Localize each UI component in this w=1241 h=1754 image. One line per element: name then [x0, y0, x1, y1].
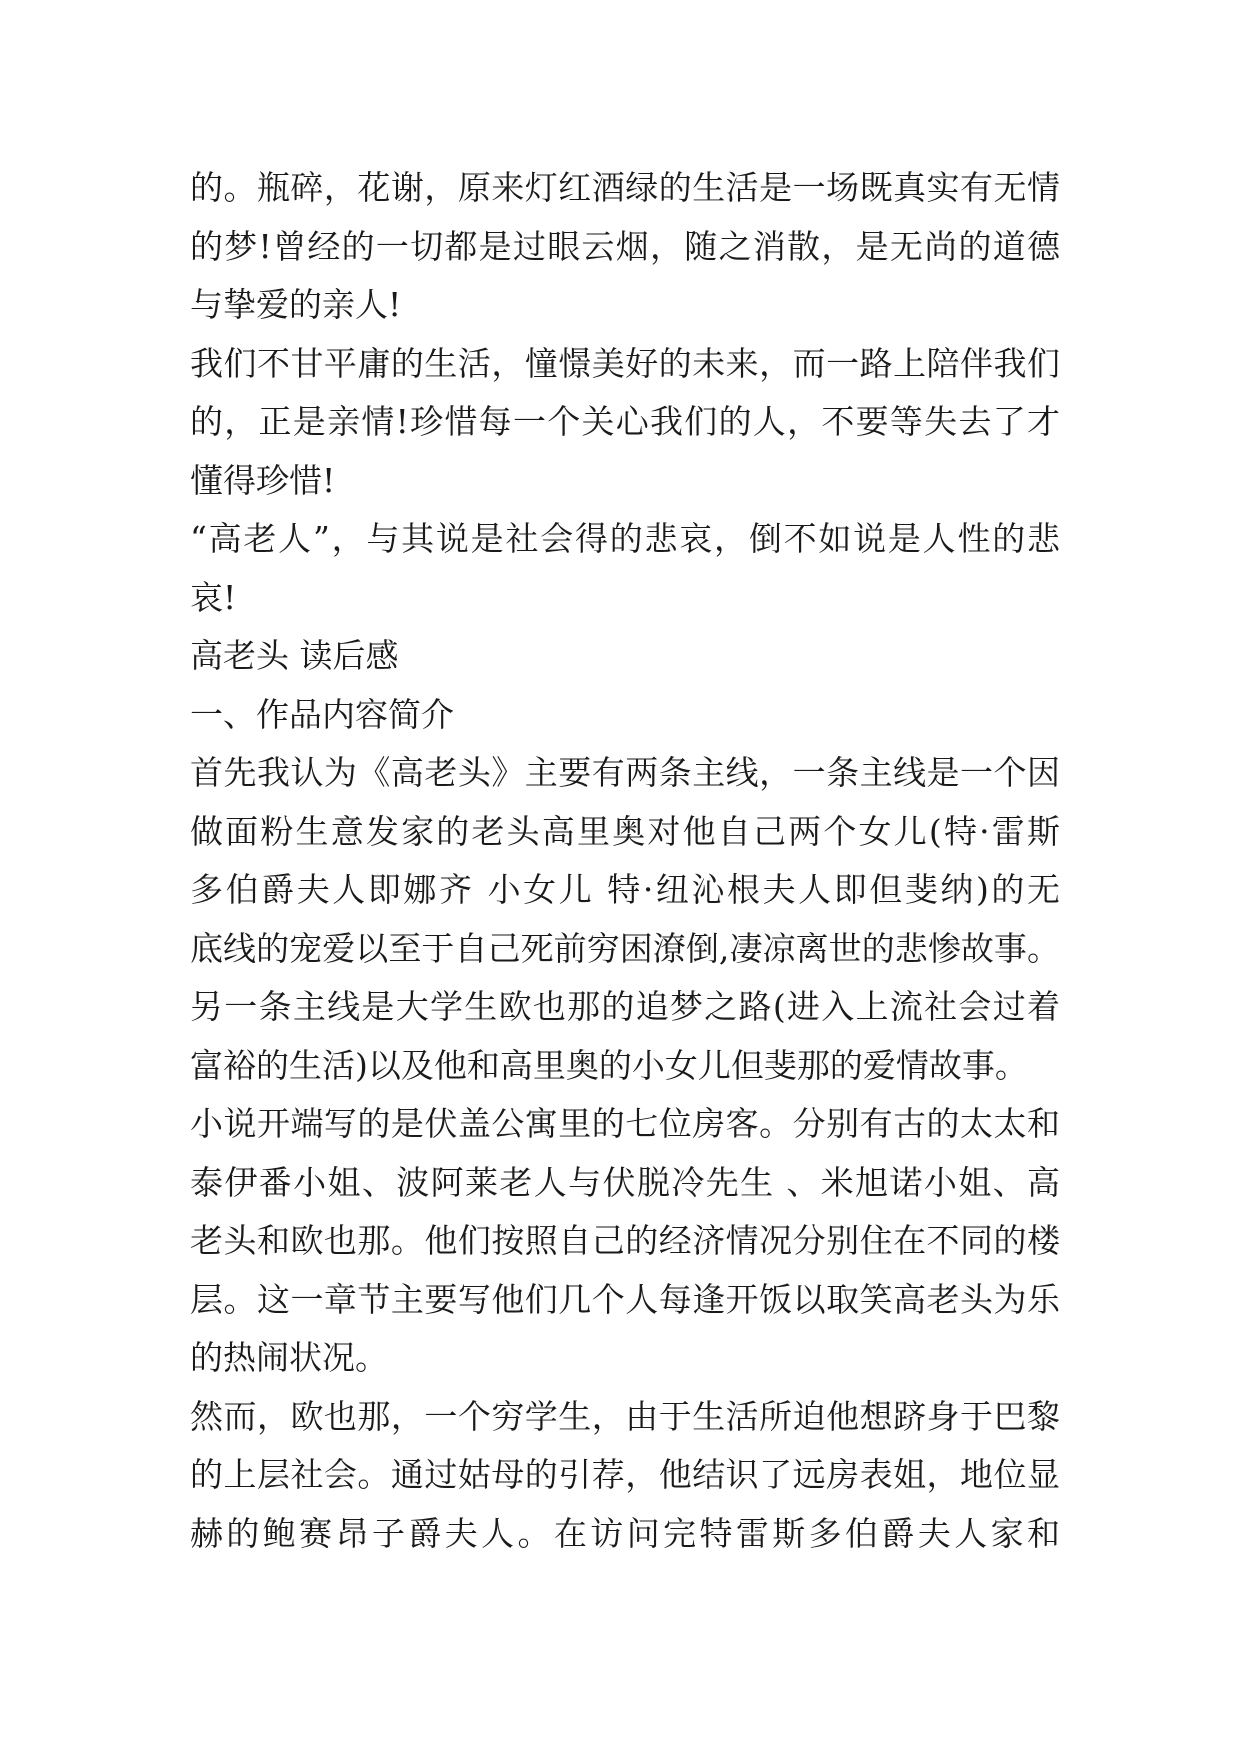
text-line: 做面粉生意发家的老头高里奥对他自己两个女儿(特·雷斯	[190, 811, 1060, 851]
text-line: 懂得珍惜!	[190, 460, 336, 500]
text-line: 的热闹状况。	[190, 1338, 388, 1377]
text-line: 底线的宠爱以至于自己死前穷困潦倒,凄凉离世的悲惨故事。	[190, 928, 1060, 968]
text-line: 的。瓶碎，花谢，原来灯红酒绿的生活是一场既真实有无情	[190, 168, 1060, 207]
section-title: 高老头 读后感	[190, 636, 399, 675]
text-line: 哀!	[190, 577, 237, 617]
text-line: 泰伊番小姐、波阿莱老人与伏脱冷先生 、米旭诺小姐、高	[190, 1162, 1060, 1202]
text-line: 的，正是亲情!珍惜每一个关心我们的人，不要等失去了才	[190, 402, 1060, 441]
text-line: 另一条主线是大学生欧也那的追梦之路(进入上流社会过着	[190, 987, 1060, 1026]
text-line: 富裕的生活)以及他和高里奥的小女儿但斐那的爱情故事。	[190, 1045, 1028, 1085]
text-line: 老头和欧也那。他们按照自己的经济情况分别住在不同的楼	[190, 1221, 1060, 1260]
section-heading: 一、作品内容简介	[190, 694, 454, 734]
text-line: 我们不甘平庸的生活，憧憬美好的未来，而一路上陪伴我们	[190, 343, 1060, 383]
text-line: 多伯爵夫人即娜齐 小女儿 特·纽沁根夫人即但斐纳)的无	[190, 870, 1060, 909]
text-line: 首先我认为《高老头》主要有两条主线，一条主线是一个因	[190, 753, 1060, 792]
text-line: 层。这一章节主要写他们几个人每逢开饭以取笑高老头为乐	[190, 1279, 1060, 1319]
text-line: 与挚爱的亲人!	[190, 285, 402, 324]
text-line: 然而，欧也那，一个穷学生，由于生活所迫他想跻身于巴黎	[190, 1396, 1060, 1436]
text-line: 小说开端写的是伏盖公寓里的七位房客。分别有古的太太和	[190, 1104, 1060, 1143]
text-line: 赫的鲍赛昂子爵夫人。在访问完特雷斯多伯爵夫人家和	[190, 1513, 1060, 1553]
text-line: 的梦!曾经的一切都是过眼云烟，随之消散，是无尚的道德	[190, 226, 1060, 266]
text-line: 的上层社会。通过姑母的引荐，他结识了远房表姐，地位显	[190, 1455, 1060, 1494]
text-line: “高老人”，与其说是社会得的悲哀，倒不如说是人性的悲	[190, 519, 1060, 558]
document-body	[190, 159, 1060, 1563]
